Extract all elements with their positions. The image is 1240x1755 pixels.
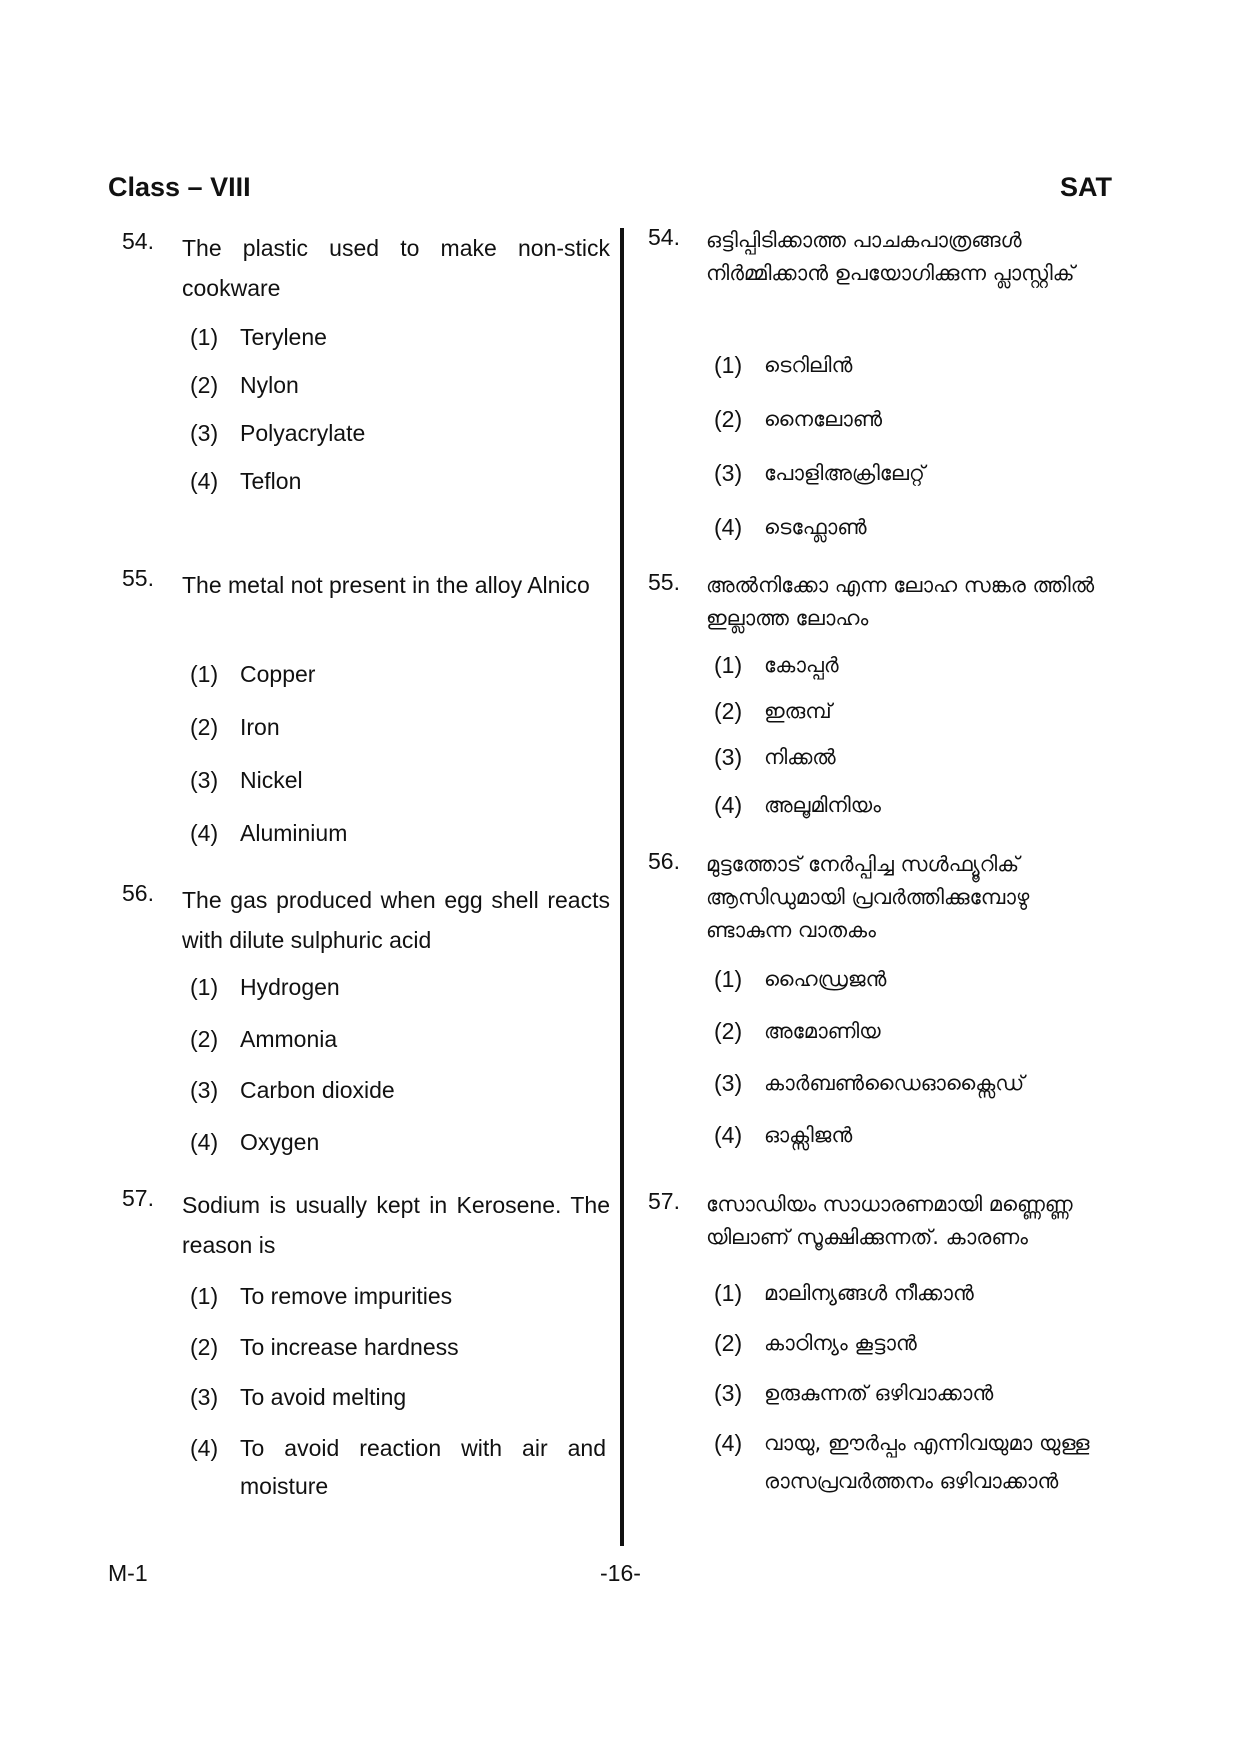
option-57-3-ml bbox=[714, 1374, 1118, 1412]
option-text: Polyacrylate bbox=[240, 420, 366, 446]
option-text: പോളിഅക്രിലേറ്റ് bbox=[764, 461, 925, 485]
question-55-en bbox=[122, 565, 610, 605]
option-text: Oxygen bbox=[240, 1129, 320, 1155]
question-number: 54. bbox=[648, 224, 680, 250]
option-57-2-ml bbox=[714, 1324, 1118, 1362]
option-text: To avoid melting bbox=[240, 1384, 407, 1410]
option-number: (2) bbox=[714, 1330, 743, 1356]
option-57-1-en bbox=[190, 1277, 610, 1315]
option-54-1-en bbox=[190, 318, 610, 356]
option-number: (2) bbox=[714, 406, 743, 432]
option-text: അമോണിയ bbox=[764, 1019, 881, 1043]
option-number: (2) bbox=[190, 714, 219, 740]
option-number: (3) bbox=[714, 460, 743, 486]
exam-label: SAT bbox=[1060, 172, 1112, 202]
option-55-2-en bbox=[190, 708, 610, 746]
option-text: ടെറിലിൻ bbox=[764, 353, 853, 377]
option-number: (1) bbox=[714, 966, 743, 992]
option-number: (4) bbox=[190, 820, 219, 846]
option-55-4-en bbox=[190, 814, 610, 852]
option-number: (4) bbox=[190, 468, 219, 494]
option-text: ഹൈഡ്രജൻ bbox=[764, 967, 887, 991]
question-text: The gas produced when egg shell reacts with dilute sulphuric acid bbox=[182, 887, 610, 953]
option-56-3-ml bbox=[714, 1064, 1118, 1102]
option-54-2-ml bbox=[714, 400, 1118, 438]
option-number: (4) bbox=[190, 1129, 219, 1155]
question-number: 56. bbox=[122, 880, 154, 906]
option-54-4-en bbox=[190, 462, 610, 500]
option-number: (1) bbox=[714, 1280, 743, 1306]
question-57-en bbox=[122, 1185, 610, 1265]
option-number: (2) bbox=[190, 1334, 219, 1360]
question-55-ml bbox=[648, 569, 1118, 635]
question-text: ഒട്ടിപ്പിടിക്കാത്ത പാചകപാത്രങ്ങൾ നിർമ്മിക്കാൻ ഉപയോഗിക്കുന്ന പ്ലാസ്റ്റിക് bbox=[706, 228, 1075, 285]
question-54-ml bbox=[648, 224, 1118, 290]
option-54-3-en bbox=[190, 414, 610, 452]
option-text: ഓക്സിജൻ bbox=[764, 1123, 853, 1147]
option-number: (4) bbox=[714, 792, 743, 818]
option-text: Terylene bbox=[240, 324, 327, 350]
option-55-1-en bbox=[190, 655, 610, 693]
option-text: അലൂമിനിയം bbox=[764, 793, 881, 817]
option-number: (2) bbox=[714, 1018, 743, 1044]
question-56-en bbox=[122, 880, 610, 960]
option-57-4-en bbox=[190, 1429, 610, 1505]
option-number: (2) bbox=[190, 372, 219, 398]
option-text: Ammonia bbox=[240, 1026, 338, 1052]
option-56-2-en bbox=[190, 1020, 610, 1058]
option-56-1-ml bbox=[714, 960, 1118, 998]
option-text: ഉരുകുന്നത് ഒഴിവാക്കാൻ bbox=[764, 1381, 994, 1405]
option-56-1-en bbox=[190, 968, 610, 1006]
question-number: 54. bbox=[122, 228, 154, 254]
question-56-ml bbox=[648, 848, 1118, 947]
option-text: To avoid reaction with air and moisture bbox=[240, 1435, 606, 1499]
option-number: (2) bbox=[190, 1026, 219, 1052]
option-text: കാഠിന്യം കൂട്ടാൻ bbox=[764, 1331, 917, 1355]
option-text: Nylon bbox=[240, 372, 299, 398]
option-56-4-en bbox=[190, 1123, 610, 1161]
option-text: ടെഫ്ലോൺ bbox=[764, 515, 867, 539]
option-56-3-en bbox=[190, 1071, 610, 1109]
option-number: (1) bbox=[190, 1283, 219, 1309]
option-text: Copper bbox=[240, 661, 316, 687]
option-57-3-en bbox=[190, 1378, 610, 1416]
question-text: The plastic used to make non-stick cookware bbox=[182, 235, 610, 301]
option-number: (1) bbox=[190, 974, 219, 1000]
option-54-2-en bbox=[190, 366, 610, 404]
option-57-1-ml bbox=[714, 1274, 1118, 1312]
option-text: കാർബൺഡൈഓക്സൈഡ് bbox=[764, 1071, 1025, 1095]
question-number: 57. bbox=[122, 1185, 154, 1211]
option-number: (3) bbox=[714, 1070, 743, 1096]
option-number: (3) bbox=[190, 420, 219, 446]
option-text: To remove impurities bbox=[240, 1283, 453, 1309]
option-text: Teflon bbox=[240, 468, 302, 494]
question-text: The metal not present in the alloy Alnico bbox=[182, 572, 590, 598]
question-number: 56. bbox=[648, 848, 680, 874]
question-text: Sodium is usually kept in Kerosene. The reason is bbox=[182, 1192, 610, 1258]
option-number: (3) bbox=[190, 767, 219, 793]
option-55-3-ml bbox=[714, 738, 1118, 776]
option-text: Iron bbox=[240, 714, 280, 740]
option-number: (2) bbox=[714, 698, 743, 724]
option-57-4-ml bbox=[714, 1424, 1118, 1500]
option-text: നിക്കൽ bbox=[764, 745, 836, 769]
option-55-1-ml bbox=[714, 646, 1118, 684]
option-text: Carbon dioxide bbox=[240, 1077, 395, 1103]
option-54-1-ml bbox=[714, 346, 1118, 384]
question-text: അൽനിക്കോ എന്ന ലോഹ സങ്കര ത്തിൽ ഇല്ലാത്ത ലോഹം bbox=[706, 573, 1095, 630]
question-number: 57. bbox=[648, 1188, 680, 1214]
option-55-3-en bbox=[190, 761, 610, 799]
option-text: Aluminium bbox=[240, 820, 348, 846]
option-number: (3) bbox=[190, 1077, 219, 1103]
paper-code: M-1 bbox=[108, 1560, 148, 1586]
option-number: (1) bbox=[714, 352, 743, 378]
option-number: (4) bbox=[190, 1435, 219, 1461]
option-number: (4) bbox=[714, 1122, 743, 1148]
option-text: To increase hardness bbox=[240, 1334, 459, 1360]
option-57-2-en bbox=[190, 1328, 610, 1366]
option-number: (3) bbox=[190, 1384, 219, 1410]
option-56-2-ml bbox=[714, 1012, 1118, 1050]
class-label: Class – VIII bbox=[108, 172, 251, 202]
option-55-4-ml bbox=[714, 786, 1118, 824]
page-number: -16- bbox=[600, 1560, 641, 1586]
option-54-4-ml bbox=[714, 508, 1118, 546]
option-text: വായു, ഈർപ്പം എന്നിവയുമാ യുള്ള രാസപ്രവർത്തനം ഒഴിവാക്കാൻ bbox=[764, 1431, 1090, 1493]
option-number: (1) bbox=[190, 661, 219, 687]
option-number: (4) bbox=[714, 514, 743, 540]
option-56-4-ml bbox=[714, 1116, 1118, 1154]
question-54-en bbox=[122, 228, 610, 308]
option-number: (3) bbox=[714, 1380, 743, 1406]
column-divider bbox=[620, 228, 624, 1546]
option-text: Nickel bbox=[240, 767, 303, 793]
option-text: നൈലോൺ bbox=[764, 407, 883, 431]
question-number: 55. bbox=[648, 569, 680, 595]
question-number: 55. bbox=[122, 565, 154, 591]
option-54-3-ml bbox=[714, 454, 1118, 492]
question-57-ml bbox=[648, 1188, 1118, 1254]
option-text: ഇരുമ്പ് bbox=[764, 699, 832, 723]
option-number: (1) bbox=[714, 652, 743, 678]
option-55-2-ml bbox=[714, 692, 1118, 730]
option-text: കോപ്പർ bbox=[764, 653, 839, 677]
option-text: Hydrogen bbox=[240, 974, 340, 1000]
question-text: മുട്ടത്തോട് നേർപ്പിച്ച സൾഫ്യൂറിക് ആസിഡുമായി പ്രവർത്തിക്കുമ്പോഴു ണ്ടാകുന്ന വാതകം bbox=[706, 852, 1030, 942]
option-number: (1) bbox=[190, 324, 219, 350]
option-number: (3) bbox=[714, 744, 743, 770]
option-number: (4) bbox=[714, 1430, 743, 1456]
question-text: സോഡിയം സാധാരണമായി മണ്ണെണ്ണ യിലാണ് സൂക്ഷിക്കുന്നത്. കാരണം bbox=[706, 1192, 1073, 1249]
option-text: മാലിന്യങ്ങൾ നീക്കാൻ bbox=[764, 1281, 974, 1305]
